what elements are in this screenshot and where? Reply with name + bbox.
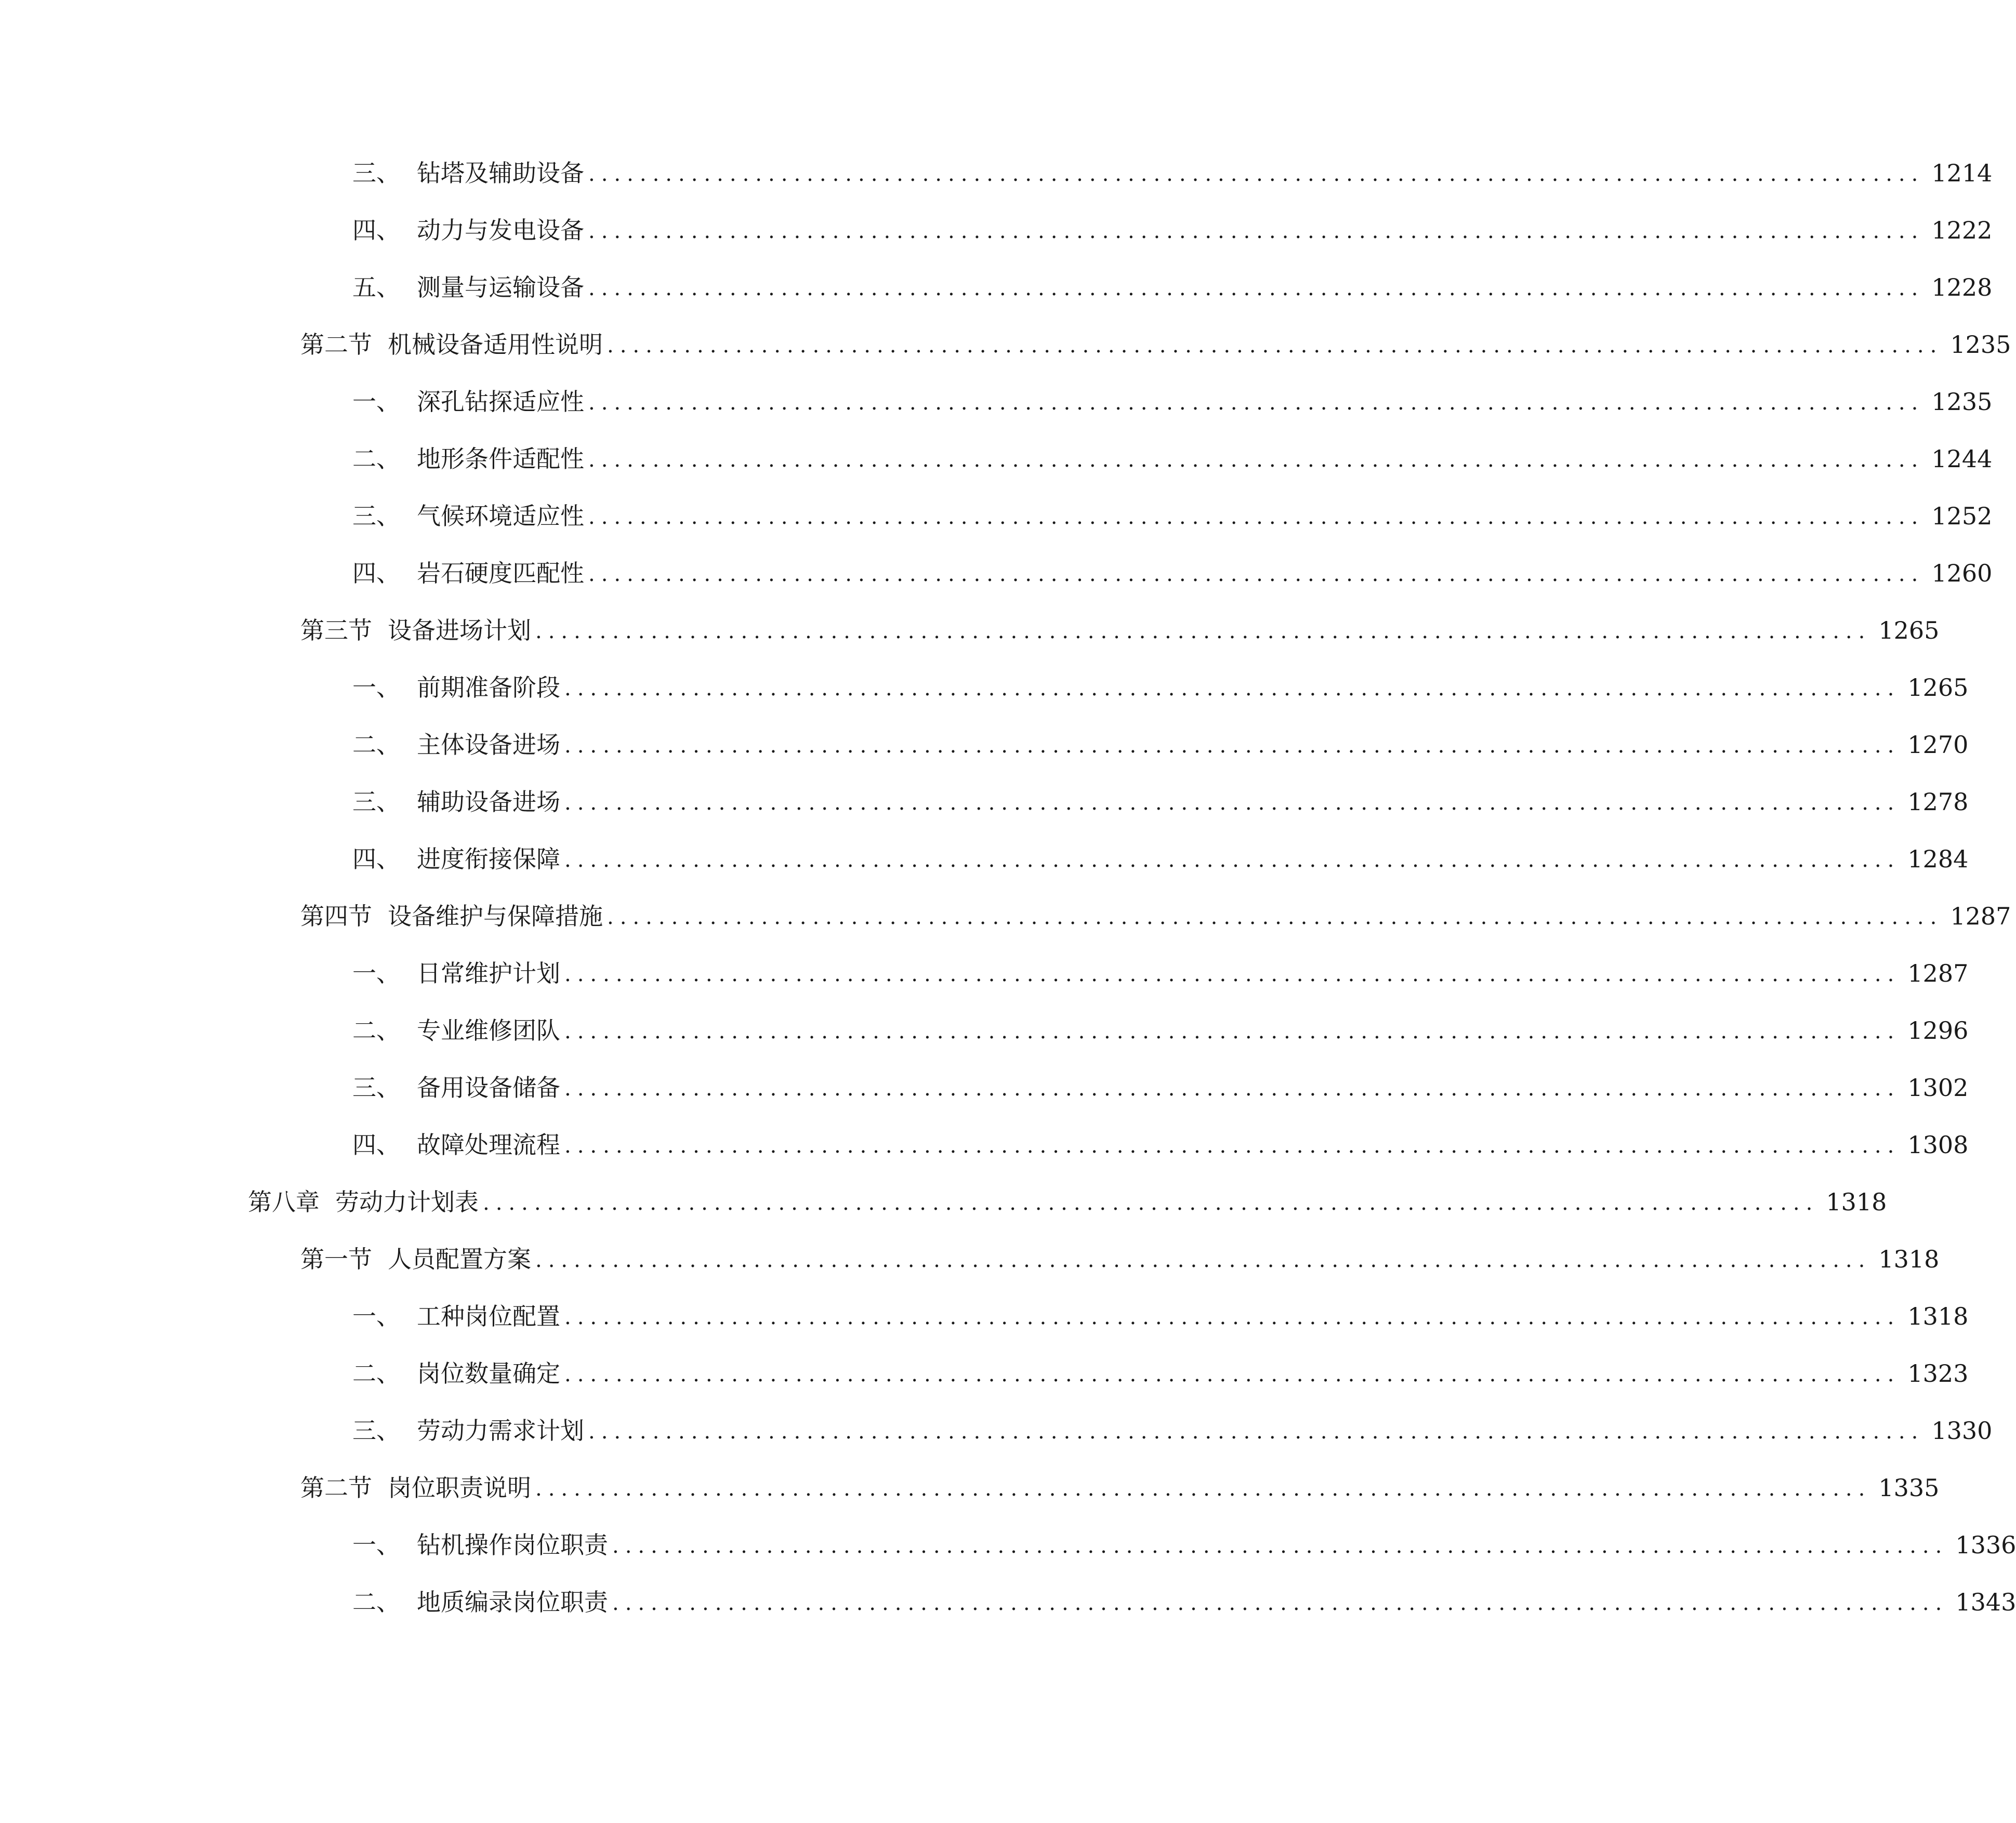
dot-leader: ........................................................................................................ (564, 1020, 1901, 1043)
dot-leader: ........................................................................................................ (535, 1248, 1872, 1272)
toc-entry-page: 1235 (1931, 388, 1993, 416)
dot-leader: ........................................................................................................ (588, 1420, 1925, 1444)
dot-leader: ........................................................................................................ (607, 334, 1943, 358)
toc-entry-page: 1214 (1931, 159, 1993, 187)
toc-entry[interactable] (352, 784, 1969, 820)
dot-leader: ........................................................................................................ (564, 1363, 1901, 1386)
toc-entry-title: 岗位数量确定 (417, 1359, 560, 1388)
toc-entry-title: 机械设备适用性说明 (388, 331, 603, 359)
toc-entry[interactable] (352, 441, 1993, 477)
dot-leader: ........................................................................................................ (564, 1134, 1901, 1158)
dot-leader: ........................................................................................................ (564, 848, 1901, 872)
toc-entry[interactable] (300, 1470, 1940, 1506)
dot-leader: ........................................................................................................ (588, 448, 1925, 472)
toc-entry-page: 1336 (1955, 1531, 2016, 1559)
toc-entry-number: 一、 (352, 959, 400, 987)
toc-entry-number: 三、 (352, 502, 400, 530)
toc-entry-title: 辅助设备进场 (417, 788, 560, 816)
toc-entry[interactable] (352, 1584, 2016, 1620)
toc-entry[interactable] (352, 498, 1993, 534)
toc-entry-page: 1228 (1931, 273, 1993, 301)
dot-leader: ........................................................................................................ (612, 1591, 1948, 1615)
toc-entry[interactable] (352, 955, 1969, 992)
toc-entry-number: 二、 (352, 1016, 400, 1045)
toc-entry-page: 1318 (1878, 1245, 1940, 1273)
toc-entry[interactable] (352, 669, 1969, 706)
toc-entry[interactable] (352, 212, 1993, 248)
toc-entry[interactable] (352, 384, 1993, 420)
toc-entry-number: 二、 (352, 1588, 400, 1616)
toc-entry-title: 深孔钻探适应性 (417, 388, 584, 416)
toc-entry-page: 1318 (1907, 1302, 1969, 1330)
toc-entry[interactable] (300, 1241, 1940, 1277)
toc-entry-title: 前期准备阶段 (417, 673, 560, 702)
dot-leader: ........................................................................................................ (588, 219, 1925, 243)
toc-entry-number: 四、 (352, 216, 400, 244)
toc-entry-title: 钻机操作岗位职责 (417, 1531, 608, 1559)
toc-entry-page: 1244 (1931, 445, 1993, 473)
toc-entry-number: 四、 (352, 559, 400, 587)
toc-entry-number: 第二节 (300, 331, 372, 359)
dot-leader: ........................................................................................................ (564, 791, 1901, 815)
toc-entry-number: 三、 (352, 159, 400, 187)
toc-entry-title: 地形条件适配性 (417, 445, 584, 473)
toc-entry-page: 1222 (1931, 216, 1993, 244)
toc-entry-number: 二、 (352, 731, 400, 759)
toc-entry[interactable] (300, 326, 2011, 363)
toc-entry-number: 四、 (352, 1131, 400, 1159)
toc-entry-number: 五、 (352, 273, 400, 301)
toc-entry-number: 二、 (352, 445, 400, 473)
toc-entry-title: 人员配置方案 (388, 1245, 531, 1273)
toc-entry-page: 1252 (1931, 502, 1993, 530)
toc-entry-number: 三、 (352, 1417, 400, 1445)
toc-entry[interactable] (352, 1527, 2016, 1563)
dot-leader: ........................................................................................................ (564, 734, 1901, 758)
toc-entry-number: 第一节 (300, 1245, 372, 1273)
toc-entry-page: 1278 (1907, 788, 1969, 816)
toc-entry[interactable] (352, 155, 1993, 191)
dot-leader: ........................................................................................................ (483, 1191, 1819, 1215)
toc-entry-title: 气候环境适应性 (417, 502, 584, 530)
toc-entry-title: 岗位职责说明 (388, 1474, 531, 1502)
toc-entry-title: 钻塔及辅助设备 (417, 159, 584, 187)
dot-leader: ........................................................................................................ (564, 1305, 1901, 1329)
toc-entry-page: 1302 (1907, 1074, 1969, 1102)
dot-leader: ........................................................................................................ (588, 276, 1925, 300)
toc-entry-number: 一、 (352, 1302, 400, 1330)
toc-entry-number: 第八章 (248, 1188, 320, 1216)
toc-entry-number: 一、 (352, 673, 400, 702)
toc-entry[interactable] (248, 1184, 1887, 1220)
toc-entry-title: 劳动力需求计划 (417, 1417, 584, 1445)
toc-entry-number: 三、 (352, 788, 400, 816)
dot-leader: ........................................................................................................ (588, 505, 1925, 529)
toc-entry-title: 岩石硬度匹配性 (417, 559, 584, 587)
dot-leader: ........................................................................................................ (588, 391, 1925, 415)
dot-leader: ........................................................................................................ (588, 162, 1925, 186)
toc-entry-number: 第四节 (300, 902, 372, 930)
toc-entry-title: 备用设备储备 (417, 1074, 560, 1102)
toc-entry-title: 设备维护与保障措施 (388, 902, 603, 930)
toc-entry[interactable] (352, 555, 1993, 591)
toc-entry-title: 进度衔接保障 (417, 845, 560, 873)
toc-entry-title: 设备进场计划 (388, 616, 531, 644)
toc-entry[interactable] (352, 1069, 1969, 1106)
toc-entry-title: 地质编录岗位职责 (417, 1588, 608, 1616)
toc-entry-page: 1265 (1878, 616, 1940, 644)
dot-leader: ........................................................................................................ (535, 619, 1872, 643)
dot-leader: ........................................................................................................ (607, 905, 1943, 929)
toc-entry-page: 1260 (1931, 559, 1993, 587)
toc-entry-number: 第二节 (300, 1474, 372, 1502)
toc-entry-title: 专业维修团队 (417, 1016, 560, 1045)
toc-entry-number: 第三节 (300, 616, 372, 644)
toc-entry-title: 故障处理流程 (417, 1131, 560, 1159)
toc-entry[interactable] (300, 612, 1940, 649)
toc-entry-title: 主体设备进场 (417, 731, 560, 759)
toc-entry-page: 1323 (1907, 1359, 1969, 1388)
dot-leader: ........................................................................................................ (564, 962, 1901, 986)
toc-entry-title: 日常维护计划 (417, 959, 560, 987)
toc-entry-page: 1235 (1950, 331, 2011, 359)
toc-entry[interactable] (352, 1412, 1993, 1449)
toc-entry-page: 1265 (1907, 673, 1969, 702)
toc-entry-page: 1296 (1907, 1016, 1969, 1045)
dot-leader: ........................................................................................................ (564, 1077, 1901, 1101)
toc-entry-title: 劳动力计划表 (335, 1188, 479, 1216)
toc-entry-page: 1318 (1826, 1188, 1887, 1216)
toc-entry-title: 动力与发电设备 (417, 216, 584, 244)
toc-entry-page: 1284 (1907, 845, 1969, 873)
toc-entry[interactable] (300, 898, 2011, 934)
toc-entry-page: 1287 (1950, 902, 2011, 930)
toc-entry-page: 1270 (1907, 731, 1969, 759)
toc-entry-page: 1308 (1907, 1131, 1969, 1159)
toc-entry[interactable] (352, 1127, 1969, 1163)
toc-entry-number: 四、 (352, 845, 400, 873)
toc-entry[interactable] (352, 1355, 1969, 1392)
toc-entry-page: 1330 (1931, 1417, 1993, 1445)
dot-leader: ........................................................................................................ (612, 1534, 1948, 1558)
toc-entry[interactable] (352, 1012, 1969, 1049)
toc-entry-title: 测量与运输设备 (417, 273, 584, 301)
dot-leader: ........................................................................................................ (588, 562, 1925, 586)
toc-entry-page: 1335 (1878, 1474, 1940, 1502)
toc-entry[interactable] (352, 1298, 1969, 1335)
toc-entry-number: 一、 (352, 388, 400, 416)
toc-entry[interactable] (352, 841, 1969, 877)
dot-leader: ........................................................................................................ (535, 1477, 1872, 1501)
toc-entry-number: 三、 (352, 1074, 400, 1102)
toc-entry[interactable] (352, 726, 1969, 763)
toc-entry-number: 一、 (352, 1531, 400, 1559)
toc-entry-number: 二、 (352, 1359, 400, 1388)
toc-entry-page: 1287 (1907, 959, 1969, 987)
dot-leader: ........................................................................................................ (564, 677, 1901, 701)
toc-entry-page: 1343 (1955, 1588, 2016, 1616)
toc-entry-title: 工种岗位配置 (417, 1302, 560, 1330)
toc-entry[interactable] (352, 269, 1993, 306)
